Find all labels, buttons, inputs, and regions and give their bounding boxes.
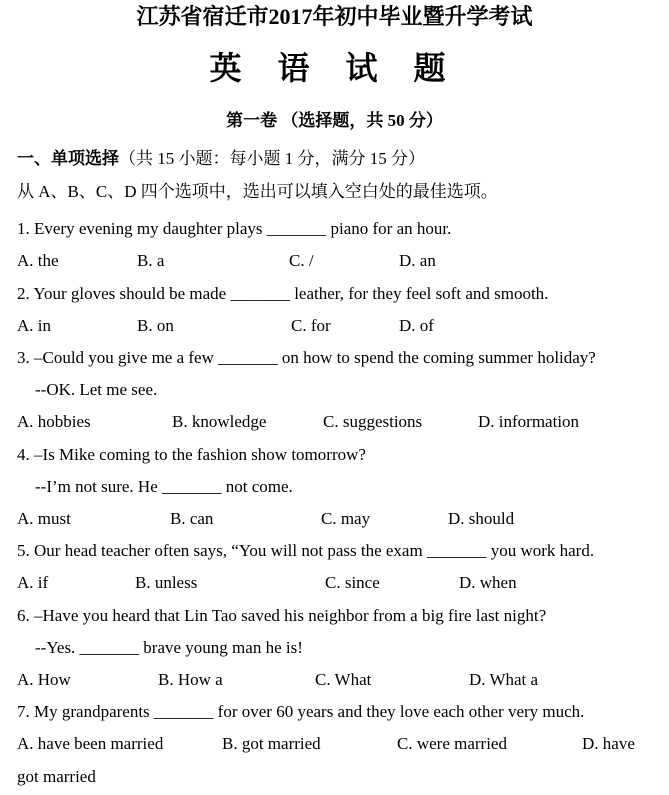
question-2-option-c: C. for — [291, 316, 331, 335]
question-3-option-d: D. information — [478, 412, 580, 431]
question-5-option-c: C. since — [325, 573, 380, 592]
question-7-option-c: C. were married — [397, 734, 507, 753]
exam-title: 江苏省宿迁市2017年初中毕业暨升学考试 — [136, 4, 533, 29]
question-5-option-d: D. when — [459, 573, 517, 592]
question-2-option-a: A. in — [17, 316, 51, 335]
section-heading — [17, 149, 425, 169]
question-7-stem: 7. My grandparents _______ for over 60 years and they love each other very much. — [17, 702, 585, 721]
question-1-option-d: D. an — [399, 251, 436, 270]
section-note: （共 15 小题：每小题 1 分，满分 15 分） — [119, 149, 425, 168]
question-4-reply: --I’m not sure. He _______ not come. — [35, 477, 293, 496]
question-7-option-a: A. have been married — [17, 734, 164, 753]
question-4-option-d: D. should — [448, 509, 515, 528]
question-2-option-d: D. of — [399, 316, 434, 335]
question-3-option-c: C. suggestions — [323, 412, 423, 431]
question-1-option-b: B. a — [137, 251, 165, 270]
question-4-option-c: C. may — [321, 509, 371, 528]
question-5-stem: 5. Our head teacher often says, “You will not pass the exam _______ you work hard. — [17, 541, 595, 560]
question-5-option-a: A. if — [17, 573, 49, 592]
question-3-option-a: A. hobbies — [17, 412, 91, 431]
question-3-reply: --OK. Let me see. — [35, 380, 158, 399]
volume-heading: 第一卷 （选择题，共 50 分） — [226, 111, 443, 130]
question-1-stem: 1. Every evening my daughter plays _______ piano for an hour. — [17, 219, 452, 238]
section-instruction: 从 A、B、C、D 四个选项中，选出可以填入空白处的最佳选项。 — [17, 182, 498, 201]
question-7-option-b: B. got married — [222, 734, 321, 753]
question-3-stem: 3. –Could you give me a few _______ on how to spend the coming summer holiday? — [17, 348, 596, 367]
section-title: 一、单项选择 — [17, 149, 119, 168]
question-4-option-a: A. must — [17, 509, 71, 528]
question-5-option-b: B. unless — [135, 573, 198, 592]
subject-title: 英 语 试 题 — [209, 50, 460, 86]
question-6-option-b: B. How a — [158, 670, 223, 689]
question-1-option-c: C. / — [289, 251, 314, 270]
question-2-option-b: B. on — [137, 316, 174, 335]
question-4-option-b: B. can — [170, 509, 214, 528]
question-6-option-a: A. How — [17, 670, 71, 689]
question-6-option-c: C. What — [315, 670, 372, 689]
question-6-option-d: D. What a — [469, 670, 539, 689]
question-6-reply: --Yes. _______ brave young man he is! — [35, 638, 303, 657]
question-3-option-b: B. knowledge — [172, 412, 267, 431]
question-1-option-a: A. the — [17, 251, 59, 270]
question-7-option-d-continuation: got married — [17, 767, 96, 786]
question-6-stem: 6. –Have you heard that Lin Tao saved his neighbor from a big fire last night? — [17, 606, 547, 625]
question-7-option-d: D. have — [582, 734, 635, 753]
question-2-stem: 2. Your gloves should be made _______ leather, for they feel soft and smooth. — [17, 284, 549, 303]
question-4-stem: 4. –Is Mike coming to the fashion show tomorrow? — [17, 445, 366, 464]
